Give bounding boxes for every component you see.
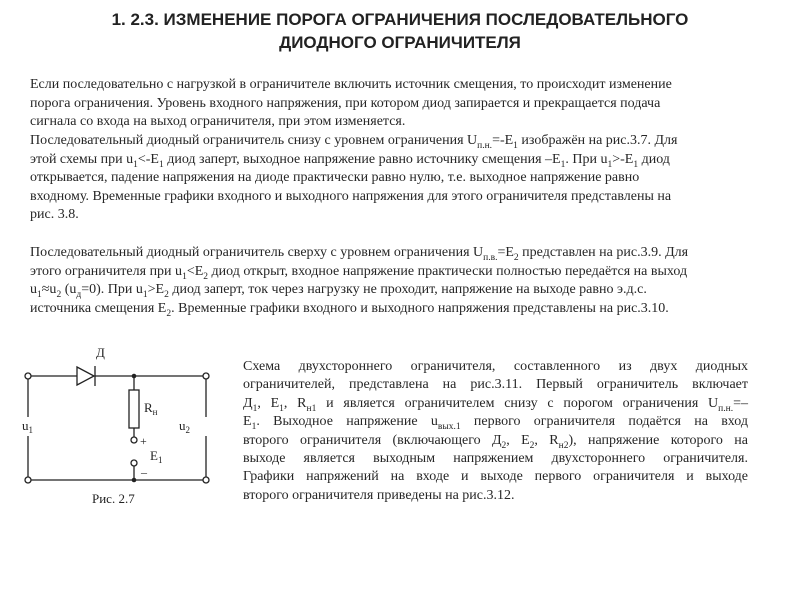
figure-caption: Рис. 2.7 xyxy=(92,491,135,506)
paragraph-two-sided-limiter xyxy=(243,358,748,505)
text-line: второго ограничителя приведены на рис.3.12. xyxy=(243,487,515,503)
minus-sign: – xyxy=(141,465,147,479)
text-line: второго ограничителя (включающего $Д_2$, $E_2$, $R_{н2}$), напряжение которого на xyxy=(243,432,748,451)
circuit-diagram xyxy=(14,340,214,510)
input-terminal-bottom xyxy=(25,477,31,483)
paragraph-bias-intro xyxy=(30,76,772,132)
text-line: этой схемы при $u_1<-E_1$ диод заперт, выходное напряжение равно источнику смещения $-E_1$. При $u_1>-E_1$ диод xyxy=(30,151,670,170)
text-line: Графики напряжений на входе и выходе первого ограничителя и выходе xyxy=(243,469,748,485)
text-line: открывается, падение напряжения на диоде практически равно нулю, т.е. выходное напряжение равно xyxy=(30,170,640,185)
input-label: $u_1$ xyxy=(22,418,33,435)
resistor-label: $R_н$ xyxy=(144,400,158,417)
paragraph-lower-limiter xyxy=(30,132,772,225)
text-line: входному. Временные графики входного и выходного напряжения для этого ограничителя представлены на xyxy=(30,188,672,204)
diode-label: Д xyxy=(96,345,105,360)
text-line: $Д_1$, $E_1$, $R_{н1}$ и является ограничителем снизу с порогом ограничения $U_{п.н.}=-$ xyxy=(243,395,748,414)
source-plus-terminal xyxy=(131,437,137,443)
text-line: Если последовательно с нагрузкой в ограничителе включить источник смещения, то происходит изменение xyxy=(30,77,672,92)
diode-symbol xyxy=(77,367,94,385)
text-line: Схема двухстороннего ограничителя, составленного из двух диодных xyxy=(243,359,748,374)
page-title xyxy=(20,8,780,54)
paragraph-upper-limiter xyxy=(30,244,772,318)
text-line: $E_1$. Выходное напряжение $u_{вых.1}$ первого ограничителя подаётся на вход xyxy=(243,414,748,433)
plus-sign: + xyxy=(140,434,147,448)
text-line: этого ограничителя при $u_1<E_2$ диод открыт, входное напряжение практически полностью передаётся на выход xyxy=(30,263,688,282)
title-line-1: 1. 2.3. ИЗМЕНЕНИЕ ПОРОГА ОГРАНИЧЕНИЯ ПОСЛЕДОВАТЕЛЬНОГО xyxy=(111,10,689,29)
source-minus-terminal xyxy=(131,460,137,466)
junction-dot-bottom xyxy=(132,478,137,483)
title-line-2: ДИОДНОГО ОГРАНИЧИТЕЛЯ xyxy=(279,33,521,52)
source-label: $E_1$ xyxy=(150,448,163,465)
text-line: ограничителей, представлена на рис.3.11. Первый ограничитель включает xyxy=(243,377,748,393)
input-terminal-top xyxy=(25,373,31,379)
text-line: источника смещения $E_2$. Временные графики входного и выходного напряжения представлены на рис.3.10. xyxy=(30,300,669,319)
text-line: Последовательный диодный ограничитель сверху с уровнем ограничения $U_{п.в.}=E_2$ представлен на рис.3.9. Для xyxy=(30,245,689,263)
text-line: рис. 3.8. xyxy=(30,207,79,222)
text-line: сигнала со входа на выход ограничителя, при этом изменяется. xyxy=(30,114,406,129)
junction-dot-top xyxy=(132,374,137,379)
output-terminal-top xyxy=(203,373,209,379)
output-label: $u_2$ xyxy=(179,418,190,435)
text-line: $u_1\approx u_2$ $(u_д=0)$. При $u_1>E_2$ диод заперт, ток через нагрузку не проходит, напряжение на выходе равно э.д.с. xyxy=(30,282,647,300)
resistor-symbol xyxy=(129,390,139,428)
output-terminal-bottom xyxy=(203,477,209,483)
text-line: выходе является выходным напряжением двухстороннего ограничителя. xyxy=(243,451,748,467)
text-line: порога ограничения. Уровень входного напряжения, при котором диод запирается и прекращается подача xyxy=(30,95,661,111)
text-line: Последовательный диодный ограничитель снизу с уровнем ограничения $U_{п.н.}=-E_1$ изображён на рис.3.7. Для xyxy=(30,133,678,151)
